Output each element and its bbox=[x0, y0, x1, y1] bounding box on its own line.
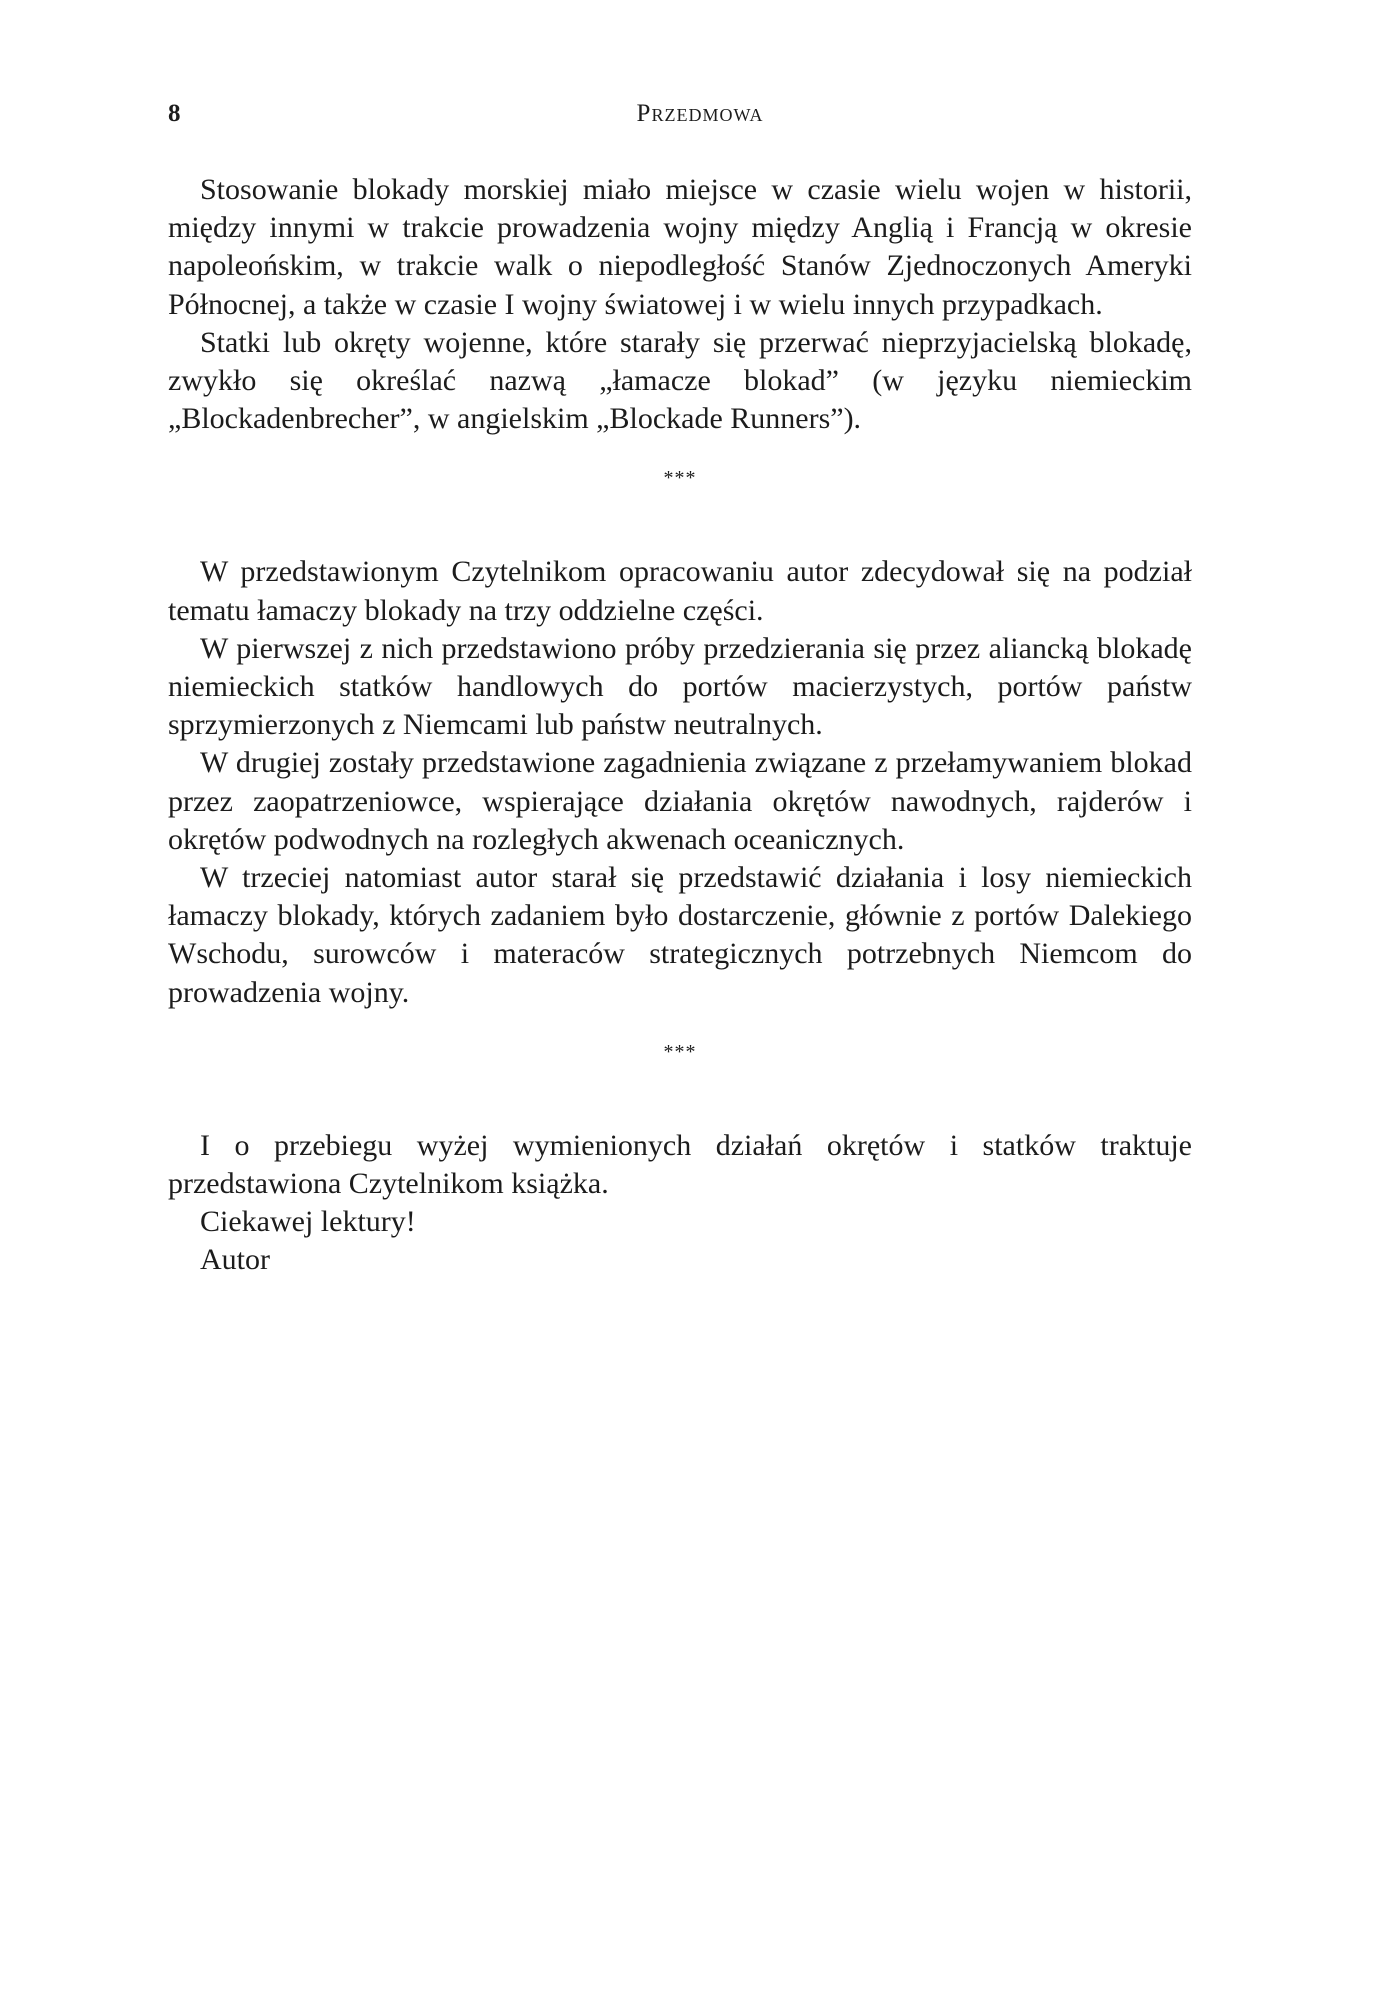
section-separator: *** bbox=[663, 1040, 697, 1063]
paragraph: W trzeciej natomiast autor starał się przedstawić działania i losy niemieckich łamaczy blokady, których zadaniem było dostarczenie, głównie z portów Dalekiego Wschodu, surowców i materaców strategicznych potrzebnych Niemcom do prowadzenia wojny. bbox=[168, 861, 1192, 1009]
running-title: Przedmowa bbox=[636, 100, 764, 127]
paragraph: Statki lub okręty wojenne, które starały się przerwać nieprzyjacielską blokadę, zwykło się określać nazwą „łamacze blokad” (w języku niemieckim „Blockadenbrecher”, w angielskim „Blockade Runners”). bbox=[168, 325, 1192, 436]
closing-line: Ciekawej lektury! bbox=[200, 1205, 416, 1239]
section-separator: *** bbox=[663, 467, 697, 490]
page-number: 8 bbox=[168, 100, 181, 127]
paragraph: W drugiej zostały przedstawione zagadnienia związane z przełamywaniem blokad przez zaopatrzeniowce, wspierające działania okrętów nawodnych, rajderów i okrętów podwodnych na rozległych akwenach oceanicznych. bbox=[168, 746, 1192, 856]
paragraph: Stosowanie blokady morskiej miało miejsce w czasie wielu wojen w historii, między innymi w trakcie prowadzenia wojny między Anglią i Francją w okresie napoleońskim, w trakcie walk o niepodległość Stanów Zjednoczonych Ameryki Północnej, a także w czasie I wojny światowej i w wielu innych przypadkach. bbox=[168, 173, 1192, 321]
author-signature: Autor bbox=[200, 1243, 270, 1277]
paragraph: W przedstawionym Czytelnikom opracowaniu autor zdecydował się na podział tematu łamaczy blokady na trzy oddzielne części. bbox=[168, 555, 1192, 627]
paragraph: I o przebiegu wyżej wymienionych działań okrętów i statków traktuje przedstawiona Czytelnikom książka. bbox=[168, 1128, 1192, 1201]
paragraph: W pierwszej z nich przedstawiono próby przedzierania się przez aliancką blokadę niemieckich statków handlowych do portów macierzystych, portów państw sprzymierzonych z Niemcami lub państw neutralnych. bbox=[168, 631, 1192, 742]
page-body bbox=[168, 171, 1192, 1280]
